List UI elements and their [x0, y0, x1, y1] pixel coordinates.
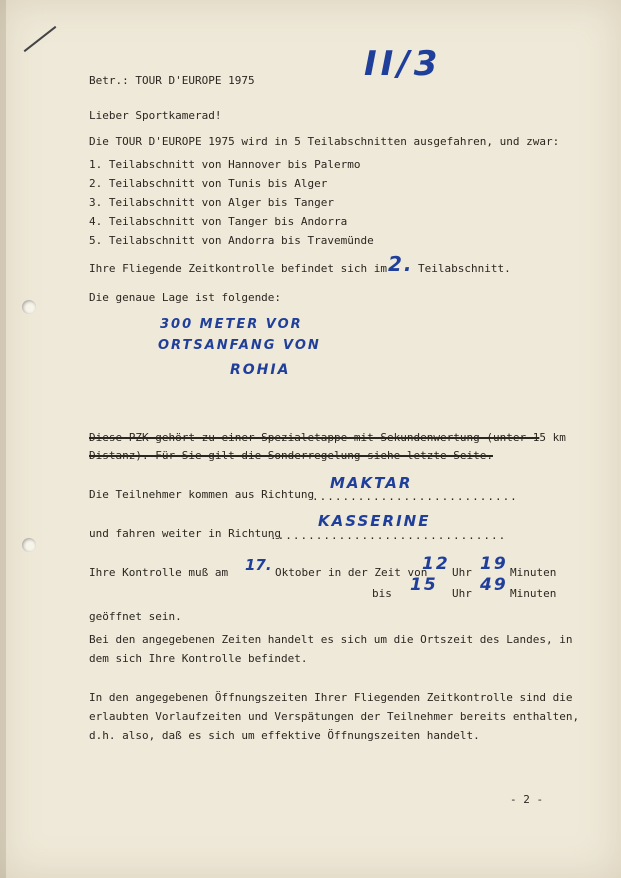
uhr-label-2: Uhr — [452, 587, 472, 600]
final-line-1: In den angegebenen Öffnungszeiten Ihrer Fliegenden Zeitkontrolle sind die — [89, 691, 573, 704]
stage-item: 2. Teilabschnitt von Tunis bis Alger — [89, 177, 328, 190]
location-line-3: ROHIA — [230, 362, 291, 378]
to-handwritten: KASSERINE — [318, 512, 431, 530]
kontrolle-text-mid: Oktober in der Zeit von — [275, 566, 428, 579]
to-label: und fahren weiter in Richtung — [89, 527, 282, 540]
from-label: Die Teilnehmer kommen aus Richtung — [89, 488, 315, 501]
greeting: Lieber Sportkamerad! — [89, 109, 222, 122]
stage-item: 3. Teilabschnitt von Alger bis Tanger — [89, 196, 335, 209]
final-line-3: d.h. also, daß es sich um effektive Öffnungszeiten handelt. — [89, 729, 480, 742]
open-minute: 19 — [480, 554, 508, 574]
geoeffnet-text: geöffnet sein. — [89, 610, 182, 623]
pencil-mark — [24, 26, 57, 52]
punch-hole-bottom — [22, 538, 36, 552]
page-number: - 2 - — [510, 793, 544, 806]
minuten-label-1: Minuten — [510, 566, 557, 579]
uhr-label-1: Uhr — [452, 566, 472, 579]
to-dotted-line: ............................... — [270, 529, 507, 542]
struck-pzk-line-1: Diese PZK gehört zu einer Spezialetappe mit Sekundenwertung (unter 1 — [89, 431, 540, 444]
close-minute: 49 — [480, 575, 508, 595]
close-hour: 15 — [410, 575, 438, 595]
intro-text: Die TOUR D'EUROPE 1975 wird in 5 Teilabschnitten ausgefahren, und zwar: — [89, 135, 560, 148]
subject-line: Betr.: TOUR D'EUROPE 1975 — [89, 74, 255, 87]
control-stage-suffix: Teilabschnitt. — [418, 262, 511, 275]
stage-item: 4. Teilabschnitt von Tanger bis Andorra — [89, 215, 348, 228]
location-line-1: 300 METER VOR — [160, 317, 303, 332]
page-edge-shadow — [0, 0, 6, 878]
bis-label: bis — [372, 587, 392, 600]
struck-pzk-line-2: Distanz). Für Sie gilt die Sonderregelung siehe letzte Seite. — [89, 449, 493, 462]
ortszeit-line-2: dem sich Ihre Kontrolle befindet. — [89, 652, 308, 665]
control-stage-text: Ihre Fliegende Zeitkontrolle befindet sich im — [89, 262, 388, 275]
control-stage-number: 2. — [388, 252, 414, 276]
stage-item: 1. Teilabschnitt von Hannover bis Palermo — [89, 158, 361, 171]
final-line-2: erlaubten Vorlaufzeiten und Verspätungen der Teilnehmer bereits enthalten, — [89, 710, 580, 723]
open-hour: 12 — [422, 554, 450, 574]
location-intro: Die genaue Lage ist folgende: — [89, 291, 282, 304]
from-handwritten: MAKTAR — [330, 474, 413, 492]
kontrolle-text: Ihre Kontrolle muß am — [89, 566, 229, 579]
from-dotted-line: ........................... — [312, 490, 518, 503]
location-line-2: ORTSANFANG VON — [158, 338, 321, 353]
punch-hole-top — [22, 300, 36, 314]
ortszeit-line-1: Bei den angegebenen Zeiten handelt es sich um die Ortszeit des Landes, in — [89, 633, 573, 646]
kontrolle-day: 17. — [245, 556, 272, 574]
minuten-label-2: Minuten — [510, 587, 557, 600]
handwritten-mark: II/3 — [364, 44, 442, 84]
pzk-distance: 5 km — [539, 431, 566, 444]
stage-item: 5. Teilabschnitt von Andorra bis Travemünde — [89, 234, 374, 247]
